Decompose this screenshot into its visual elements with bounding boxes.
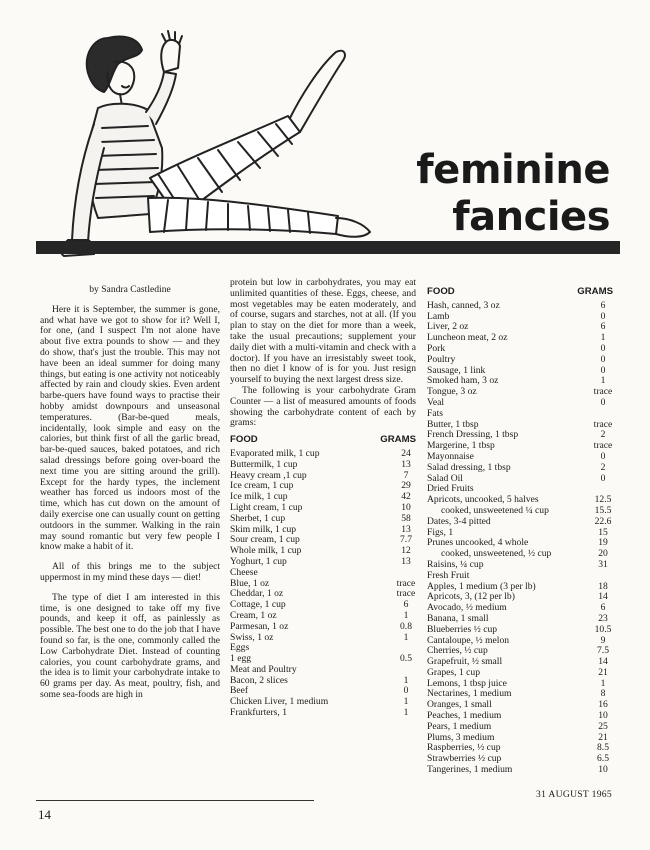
food-item: Blueberries ½ cup: [427, 623, 498, 635]
food-item: Figs, 1: [427, 526, 454, 538]
grams-value: 13: [401, 523, 411, 535]
food-column-header: FOOD: [230, 434, 258, 446]
table-row: [427, 571, 613, 582]
food-item: Liver, 2 oz: [427, 321, 469, 333]
grams-value: 18: [598, 580, 608, 592]
grams-value: trace: [593, 386, 613, 398]
food-item: Whole milk, 1 cup: [230, 545, 302, 557]
grams-value: 14: [598, 591, 608, 603]
food-item: Cottage, 1 cup: [230, 599, 286, 611]
article-continuation: [230, 278, 416, 429]
grams-value: 19: [598, 537, 608, 549]
banner-bar: [36, 241, 620, 254]
food-column-header: FOOD: [427, 286, 455, 297]
table-row: [427, 463, 613, 474]
grams-value: 16: [598, 699, 608, 711]
grams-value: 15: [598, 526, 608, 538]
food-item: Salad dressing, 1 tbsp: [427, 461, 511, 473]
grams-value: trace: [396, 588, 416, 600]
issue-date: 31 AUGUST 1965: [536, 789, 612, 800]
food-item: Cantaloupe, ½ melon: [427, 634, 510, 646]
table-row: [427, 333, 613, 344]
grams-value: [593, 571, 613, 582]
food-item: Raisins, ¼ cup: [427, 558, 484, 570]
gram-counter-table-2: [427, 301, 613, 776]
title-line-1: feminine: [416, 147, 610, 193]
grams-value: 22.6: [594, 515, 612, 527]
grams-value: 31: [598, 558, 608, 570]
food-item: Buttermilk, 1 cup: [230, 458, 298, 470]
food-item: Tangerines, 1 medium: [427, 764, 513, 776]
food-item: cooked, unsweetened, ½ cup: [441, 548, 552, 560]
food-item: Lamb: [427, 310, 450, 322]
food-item: Smoked ham, 3 oz: [427, 375, 499, 387]
grams-column-header: GRAMS: [380, 434, 416, 446]
table-row: [230, 514, 416, 525]
grams-value: 7.7: [400, 534, 412, 546]
table-row: [230, 460, 416, 471]
food-item: Swiss, 1 oz: [230, 631, 274, 643]
grams-value: 21: [598, 731, 608, 743]
grams-value: 14: [598, 656, 608, 668]
footer-rule: [36, 800, 314, 801]
food-item: Peaches, 1 medium: [427, 710, 502, 722]
table-row: [427, 625, 613, 636]
food-item: Cheese: [230, 566, 258, 578]
food-item: Tongue, 3 oz: [427, 386, 477, 398]
food-item: cooked, unsweetened ¼ cup: [441, 504, 549, 516]
food-item: Dried Fruits: [427, 483, 474, 495]
article-column-3: [427, 285, 613, 776]
table-header: [230, 435, 416, 446]
food-item: Blue, 1 oz: [230, 577, 270, 589]
grams-value: 6.5: [597, 753, 609, 765]
grams-value: 0: [600, 353, 606, 365]
grams-value: 15.5: [594, 504, 612, 516]
article-column-2: [230, 278, 416, 719]
food-item: Margerine, 1 tbsp: [427, 440, 495, 452]
grams-value: 0: [600, 364, 606, 376]
grams-value: trace: [593, 418, 613, 430]
grams-value: 6: [600, 321, 606, 333]
grams-value: 9: [600, 634, 606, 646]
grams-value: 0: [600, 450, 606, 462]
grams-value: 0: [600, 472, 606, 484]
food-item: Ice cream, 1 cup: [230, 480, 294, 492]
food-item: Butter, 1 tbsp: [427, 418, 479, 430]
grams-value: 1: [403, 631, 409, 643]
grams-column-header: GRAMS: [577, 286, 613, 297]
food-item: Light cream, 1 cup: [230, 501, 303, 513]
food-item: Banana, 1 small: [427, 612, 489, 624]
grams-value: 8: [600, 688, 606, 700]
food-item: Cream, 1 oz: [230, 609, 277, 621]
grams-value: 1: [403, 696, 409, 708]
grams-value: 1: [403, 707, 409, 719]
food-item: Strawberries ½ cup: [427, 753, 502, 765]
grams-value: 0.5: [400, 653, 412, 665]
woman-exercising-illustration: [38, 28, 378, 260]
grams-value: 10.5: [594, 623, 612, 635]
grams-value: 7.5: [597, 645, 609, 657]
grams-value: [396, 568, 416, 579]
food-item: Oranges, 1 small: [427, 699, 492, 711]
grams-value: 0: [600, 396, 606, 408]
grams-value: 25: [598, 720, 608, 732]
food-item: Beef: [230, 685, 249, 697]
article-paragraph: All of this brings me to the subject uppermost in my mind these days — diet!: [40, 561, 220, 583]
grams-value: 7: [403, 469, 409, 481]
grams-value: 6: [600, 299, 606, 311]
food-item: Parmesan, 1 oz: [230, 620, 289, 632]
food-item: Yoghurt, 1 cup: [230, 555, 287, 567]
food-item: Evaporated milk, 1 cup: [230, 447, 320, 459]
food-item: Meat and Poultry: [230, 663, 297, 675]
food-item: Sour cream, 1 cup: [230, 534, 300, 546]
food-item: Salad Oil: [427, 472, 463, 484]
food-item: 1 egg: [230, 653, 252, 665]
grams-value: 2: [600, 461, 606, 473]
grams-value: 1: [600, 677, 606, 689]
grams-value: 8.5: [597, 742, 609, 754]
food-item: Luncheon meat, 2 oz: [427, 332, 508, 344]
table-row: [230, 622, 416, 633]
page-number: 14: [38, 807, 51, 822]
table-row: [230, 676, 416, 687]
food-item: Pears, 1 medium: [427, 720, 492, 732]
food-item: Apricots, 3, (12 per lb): [427, 591, 515, 603]
table-row: [230, 557, 416, 568]
food-item: Skim milk, 1 cup: [230, 523, 297, 535]
grams-value: 0.8: [400, 620, 412, 632]
food-item: Fresh Fruit: [427, 569, 470, 581]
table-row: [230, 568, 416, 579]
table-row: [427, 765, 613, 776]
grams-value: 0: [403, 685, 409, 697]
food-item: Nectarines, 1 medium: [427, 688, 512, 700]
food-item: Veal: [427, 396, 445, 408]
grams-value: 13: [401, 555, 411, 567]
byline: by Sandra Castledine: [89, 284, 171, 295]
article-paragraph: The type of diet I am interested in this time, is one designed to take off my five pounds, and keep it off, as painlessly as possible. The best one to do the job that I have found so far, is the one, commonly called the Low Carbohydrate Diet. Instead of counting calories, you count carbohydrate grams, and the idea is to limit your carbohydrate intake to 60 grams per day. As meat, poultry, fish, and some sea-foods are high in: [40, 591, 220, 700]
food-item: Cherries, ½ cup: [427, 645, 488, 657]
food-item: Apples, 1 medium (3 per lb): [427, 580, 536, 592]
food-item: Mayonnaise: [427, 450, 474, 462]
grams-value: 58: [401, 512, 411, 524]
grams-value: 20: [598, 548, 608, 560]
table-row: [427, 517, 613, 528]
grams-value: 10: [598, 710, 608, 722]
food-item: Eggs: [230, 642, 250, 654]
food-item: Sausage, 1 link: [427, 364, 486, 376]
table-row: [427, 301, 613, 312]
food-item: Raspberries, ½ cup: [427, 742, 501, 754]
food-item: Cheddar, 1 oz: [230, 588, 284, 600]
table-row: [427, 355, 613, 366]
title-line-2: fancies: [452, 194, 610, 240]
grams-value: 1: [600, 332, 606, 344]
food-item: Bacon, 2 slices: [230, 674, 288, 686]
grams-value: 12: [401, 545, 411, 557]
grams-value: 23: [598, 612, 608, 624]
grams-value: 2: [600, 429, 606, 441]
grams-value: 24: [401, 447, 411, 459]
grams-value: trace: [593, 440, 613, 452]
food-item: Lemons, 1 tbsp juice: [427, 677, 507, 689]
table-row: [230, 633, 416, 644]
food-item: Chicken Liver, 1 medium: [230, 696, 329, 708]
food-item: Grapefruit, ½ small: [427, 656, 503, 668]
food-item: Frankfurters, 1: [230, 707, 288, 719]
gram-counter-table-1: [230, 449, 416, 719]
grams-value: 12.5: [594, 494, 612, 506]
article-column-1: [40, 285, 220, 701]
grams-value: 1: [403, 674, 409, 686]
grams-value: 29: [401, 480, 411, 492]
article-paragraph: Here it is September, the summer is gone, and what have we got to show for it? Well I, for one, (and I suspect I'm not alone have about five extra pounds to show — and they do show, that's just the trouble. This may not have been an ideal summer for doing many things, but eating is one activity not noticeably affected by rain and cloudy skies. Even ardent barbe-quers have found ways to practise their hobby amidst downpours and unseasonal temperatures. (Bar-be-qued meals, incidentally, look simple and easy on the calories, but think first of all the garlic bread, bar-be-qued sauces, baked potatoes, and rich salad dressings before going over-board the next time you are sitting around the grill). Except for the hardy types, the inclement weather has forced us indoors most of the time, which has cut down on the amount of daily exercise one can usually count on getting outdoors in the summer. Walking in the rain may sound romantic but very few people I know make a habit of it.: [40, 303, 220, 553]
food-item: Avocado, ½ medium: [427, 602, 507, 614]
food-item: Grapes, 1 cup: [427, 666, 481, 678]
grams-value: 10: [401, 501, 411, 513]
grams-value: 0: [600, 310, 606, 322]
food-item: Plums, 3 medium: [427, 731, 495, 743]
food-item: Dates, 3-4 pitted: [427, 515, 491, 527]
grams-value: [593, 409, 613, 420]
article-paragraph: protein but low in carbohydrates, you may eat unlimited quantities of these. Eggs, cheese, and most vegetables may be eaten moderately, and of course, sugars and starches, not at all. (If you plan to stay on the diet for more than a week, take the usual precautions; supplement your daily diet with a multi-vitamin and check with a doctor). If you have an irresistably sweet took, then no diet I know of is for you. Just resign yourself to buying the next largest dress size.: [230, 277, 416, 386]
grams-value: 21: [598, 666, 608, 678]
food-item: Pork: [427, 342, 446, 354]
table-row: [230, 708, 416, 719]
table-row: [427, 398, 613, 409]
food-item: Sherbet, 1 cup: [230, 512, 286, 524]
grams-value: 42: [401, 491, 411, 503]
table-row: [427, 387, 613, 398]
table-row: [230, 643, 416, 654]
food-item: Prunes uncooked, 4 whole: [427, 537, 529, 549]
food-item: Ice milk, 1 cup: [230, 491, 288, 503]
grams-value: 10: [598, 764, 608, 776]
grams-value: 1: [403, 609, 409, 621]
table-header: [427, 287, 613, 298]
grams-value: 1: [600, 375, 606, 387]
food-item: Heavy cream ,1 cup: [230, 469, 307, 481]
grams-value: 0: [600, 342, 606, 354]
grams-value: 13: [401, 458, 411, 470]
article-paragraph: The following is your carbohydrate Gram Counter — a list of measured amounts of foods showing the carbohydrate content of each by grams:: [230, 384, 416, 429]
food-item: Poultry: [427, 353, 456, 365]
grams-value: 6: [600, 602, 606, 614]
grams-value: 6: [403, 599, 409, 611]
food-item: Fats: [427, 407, 443, 419]
table-row: [427, 409, 613, 420]
food-item: Apricots, uncooked, 5 halves: [427, 494, 539, 506]
food-item: French Dressing, 1 tbsp: [427, 429, 519, 441]
food-item: Hash, canned, 3 oz: [427, 299, 500, 311]
grams-value: trace: [396, 577, 416, 589]
